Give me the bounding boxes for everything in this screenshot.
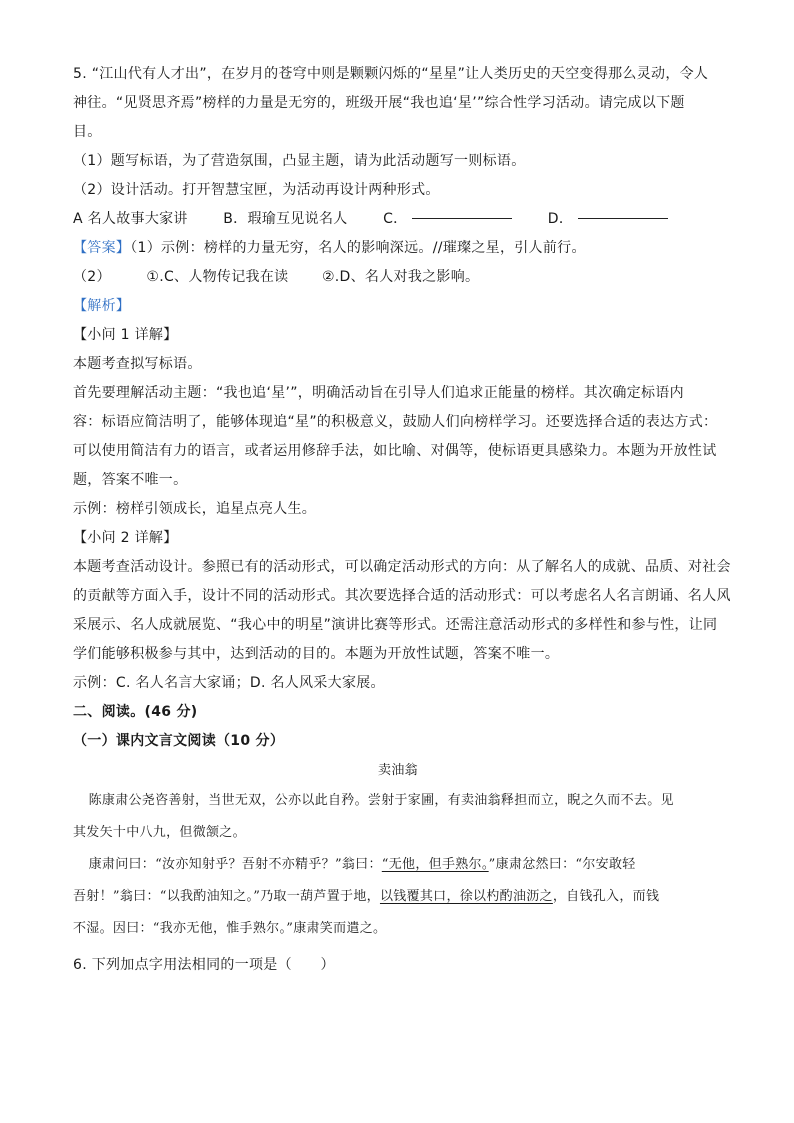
answer-text-2-prefix: （2）	[73, 269, 111, 285]
analysis-sub-2-line: 的贡献等方面入手，设计不同的活动形式。其次要选择合适的活动形式：可以考虑名人名言朗诵、名人风	[73, 588, 731, 604]
question-5-sub-2: （2）设计活动。打开智慧宝匣，为活动再设计两种形式。	[73, 182, 440, 198]
question-5-sub-1: （1）题写标语，为了营造氛围，凸显主题，请为此活动题写一则标语。	[73, 153, 526, 169]
passage-underlined-1: “无他，但手熟尔。	[381, 857, 489, 872]
passage-p2-l1-b: ”康肃忿然曰：“尔安敢轻	[488, 857, 636, 872]
passage-p2-l2-a: 吾射！”翁曰：“以我酌油知之。”乃取一葫芦置于地，	[73, 889, 380, 904]
option-c-blank	[412, 217, 512, 219]
question-5-options	[73, 205, 723, 234]
passage-p2-line-2	[73, 881, 723, 913]
analysis-sub-2-example: 示例：C. 名人名言大家诵；D. 名人风采大家展。	[73, 675, 385, 691]
analysis-sub-1-line: 容：标语应简洁明了，能够体现追“星”的积极意义，鼓励人们向榜样学习。还要选择合适的表达方式：	[73, 414, 718, 430]
analysis-sub-1-line: 本题考查拟写标语。	[73, 356, 202, 372]
section-2-heading: 二、阅读。(46 分)	[73, 704, 198, 720]
passage-p2-l1-a: 康肃问曰：“汝亦知射乎？吾射不亦精乎？”翁曰：	[88, 857, 382, 872]
passage-p1-line-2: 其发矢十中八九，但微颔之。	[73, 825, 246, 840]
passage-p2-l2-b: ，自钱孔入，而钱	[552, 889, 660, 904]
document-page	[73, 60, 731, 980]
passage-p2-line-3: 不湿。因曰：“我亦无他，惟手熟尔。”康肃笑而遣之。	[73, 921, 387, 936]
analysis-sub-2-line: 学们能够积极参与其中，达到活动的目的。本题为开放性试题，答案不唯一。	[73, 646, 560, 662]
question-6: 6. 下列加点字用法相同的一项是（ ）	[73, 957, 335, 973]
answer-text-2-a: ①.C、人物传记我在读	[146, 269, 289, 285]
answer-text-1: （1）示例：榜样的力量无穷，名人的影响深远。//璀璨之星，引人前行。	[130, 240, 586, 256]
question-5-line-2: 神往。“见贤思齐焉”榜样的力量是无穷的，班级开展“我也追‘星’”综合性学习活动。请完成以下题	[73, 95, 685, 111]
analysis-sub-1-title: 【小问 1 详解】	[73, 327, 178, 343]
analysis-sub-2-line: 采展示、名人成就展览、“我心中的明星”演讲比赛等形式。还需注意活动形式的多样性和参与性，让同	[73, 617, 718, 633]
analysis-sub-2-line: 本题考查活动设计。参照已有的活动形式，可以确定活动形式的方向：从了解名人的成就、品质、对社会	[73, 559, 731, 575]
answer-tag: 【答案】	[73, 240, 131, 256]
analysis-sub-2-title: 【小问 2 详解】	[73, 530, 178, 546]
passage-p1-line-1: 陈康肃公尧咨善射，当世无双，公亦以此自矜。尝射于家圃，有卖油翁释担而立，睨之久而不去。见	[88, 793, 674, 808]
option-d: D．	[547, 211, 574, 227]
analysis-sub-1-example: 示例：榜样引领成长，追星点亮人生。	[73, 501, 317, 517]
answer-line-1	[73, 234, 723, 263]
passage-p2-line-1	[73, 849, 723, 881]
passage-title: 卖油翁	[378, 763, 418, 778]
answer-text-2-b: ②.D、名人对我之影响。	[321, 269, 480, 285]
analysis-sub-1-line: 可以使用简洁有力的语言，或者运用修辞手法，如比喻、对偶等，使标语更具感染力。本题为开放性试	[73, 443, 717, 459]
option-d-blank	[578, 217, 668, 219]
option-a: A 名人故事大家讲	[73, 211, 188, 227]
answer-line-2	[73, 263, 723, 292]
section-2-sub-heading: （一）课内文言文阅读（10 分）	[73, 733, 285, 749]
option-b: B．瑕瑜互见说名人	[223, 211, 348, 227]
analysis-sub-1-line: 题，答案不唯一。	[73, 472, 188, 488]
analysis-tag: 【解析】	[73, 298, 131, 314]
analysis-sub-1-line: 首先要理解活动主题：“我也追‘星’”，明确活动旨在引导人们追求正能量的榜样。其次确定标语内	[73, 385, 684, 401]
passage-underlined-2: 以钱覆其口，徐以杓酌油沥之	[379, 889, 553, 904]
option-c: C．	[383, 211, 408, 227]
question-5-line-3: 目。	[73, 124, 102, 140]
question-5-line-1: 5. “江山代有人才出”，在岁月的苍穹中则是颗颗闪烁的“星星”让人类历史的天空变得那么灵动，令人	[73, 66, 709, 82]
